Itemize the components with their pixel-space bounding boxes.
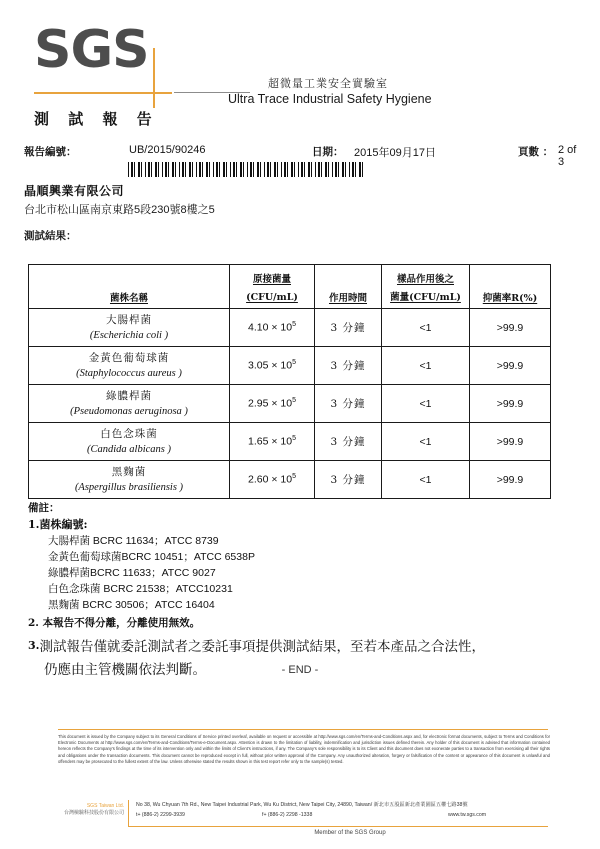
footer-company-chinese: 台灣檢驗科技股份有限公司	[63, 810, 124, 816]
page-number-value: 2 of 3	[558, 144, 577, 168]
client-name: 晶順興業有限公司	[24, 184, 125, 198]
cell-initial-count: $2.60 \times 10^5$	[230, 461, 315, 499]
cell-initial-count: $3.05 \times 10^5$	[230, 347, 315, 385]
report-date-label: 日期：	[312, 146, 344, 158]
cell-contact-time: 3 分鐘	[315, 423, 382, 461]
laboratory-name	[228, 76, 558, 107]
report-number-label: 報告編號：	[24, 146, 77, 158]
col-header-reduction-rate: 抑菌率R(%)	[470, 265, 551, 309]
table-row	[29, 423, 551, 461]
table-row	[29, 385, 551, 423]
note-item-3-lead: 3.	[28, 639, 40, 652]
list-item: 白色念珠菌 BCRC 21538；ATCC10231	[48, 583, 233, 595]
cell-contact-time: 3 分鐘	[315, 347, 382, 385]
cell-contact-time: 3 分鐘	[315, 385, 382, 423]
lab-name-chinese: 超微量工業安全實驗室	[268, 77, 388, 90]
logo-accent-rule	[34, 92, 172, 94]
table-row	[29, 461, 551, 499]
list-item: 金黃色葡萄球菌BCRC 10451；ATCC 6538P	[48, 551, 255, 563]
footer-vertical-divider	[128, 800, 129, 826]
report-date-value: 2015年09月17日	[354, 147, 436, 159]
note-item-2: 2. 本報告不得分離，分離使用無效。	[28, 617, 201, 629]
table-body	[29, 309, 551, 499]
table-row	[29, 309, 551, 347]
note-item-3-line2: 仍應由主管機關依法判斷。	[44, 662, 206, 678]
col-header-initial-count: 原接菌量 (CFU/mL)	[230, 265, 315, 309]
notes-heading: 備註：	[28, 502, 60, 514]
table-row	[29, 347, 551, 385]
footer-address: No 38, Wu Chyuan 7th Rd., New Taipei Industrial Park, Wu Ku District, New Taipei City, 24890, Taiwan/ 新北市五股區新北產業園區五權七路38號	[136, 802, 468, 808]
cell-reduction: >99.9	[470, 347, 551, 385]
footer-bottom-rule	[128, 826, 548, 827]
page-title: 測 試 報 告	[34, 110, 159, 128]
cell-contact-time: 3 分鐘	[315, 461, 382, 499]
list-item: 綠膿桿菌BCRC 11633；ATCC 9027	[48, 567, 216, 579]
note-item-1-title: 1.菌株編號:	[28, 518, 88, 531]
footer-company	[6, 803, 124, 817]
cell-reduction: >99.9	[470, 423, 551, 461]
list-item: 大腸桿菌 BCRC 11634；ATCC 8739	[48, 535, 219, 547]
results-section-label: 測試結果：	[24, 230, 77, 242]
cell-after-count: <1	[382, 347, 470, 385]
cell-reduction: >99.9	[470, 309, 551, 347]
results-table-wrapper	[28, 264, 538, 499]
note-item-3-line1: 測試報告僅就委託測試者之委託事項提供測試結果，至若本產品之合法性，	[39, 639, 485, 655]
table-header-row	[29, 265, 551, 309]
cell-after-count: <1	[382, 385, 470, 423]
col-header-strain: 菌株名稱	[29, 265, 230, 309]
cell-strain: 黑麴菌 (Aspergillus brasiliensis )	[29, 461, 230, 499]
notes-section	[28, 500, 558, 682]
report-meta	[24, 143, 580, 168]
footer-telephone: t+ (886-2) 2299-3939	[136, 812, 185, 818]
sgs-logo-text: SGS	[34, 20, 149, 80]
footer-website[interactable]: www.tw.sgs.com	[448, 812, 487, 818]
end-of-report-marker: - END -	[281, 664, 319, 676]
list-item: 黑麴菌 BCRC 30506；ATCC 16404	[48, 599, 215, 611]
col-header-contact-time: 作用時間	[315, 265, 382, 309]
logo-vertical-rule	[153, 48, 155, 108]
cell-strain: 大腸桿菌 (Escherichia coli )	[29, 309, 230, 347]
report-barcode	[128, 162, 364, 177]
footer-company-brand: SGS Taiwan Ltd.	[86, 803, 124, 809]
lab-name-english: Ultra Trace Industrial Safety Hygiene	[228, 92, 432, 106]
cell-strain: 金黃色葡萄球菌 (Staphylococcus aureus )	[29, 347, 230, 385]
cell-after-count: <1	[382, 309, 470, 347]
results-table	[28, 264, 551, 499]
footer-top-rule	[58, 729, 548, 730]
footer-contact	[136, 812, 556, 818]
cell-contact-time: 3 分鐘	[315, 309, 382, 347]
cell-reduction: >99.9	[470, 385, 551, 423]
page-number-label: 頁數 ：	[518, 146, 554, 158]
cell-strain: 白色念珠菌 (Candida albicans )	[29, 423, 230, 461]
cell-initial-count: $2.95 \times 10^5$	[230, 385, 315, 423]
footer-fax: f+ (886-2) 2298 -1338	[262, 812, 313, 818]
col-header-after-count: 樣品作用後之 菌量(CFU/mL)	[382, 265, 470, 309]
strain-code-list	[48, 533, 558, 613]
client-address: 台北市松山區南京東路5段230號8樓之5	[24, 204, 215, 216]
cell-initial-count: $1.65 \times 10^5$	[230, 423, 315, 461]
report-number-value: UB/2015/90246	[129, 144, 206, 156]
cell-reduction: >99.9	[470, 461, 551, 499]
footer-member-line: Member of the SGS Group	[314, 830, 386, 836]
cell-initial-count: $4.10 \times 10^5$	[230, 309, 315, 347]
footer-legal-text: This document is issued by the Company subject to its General Conditions of Service printed overleaf, available on request or accessible at http://www.sgs.com/en/Terms-and-Conditions.aspx and, for electronic format documents, subject to Terms and Conditions for Electronic Documents at http://www.sgs.com/en/Terms-and-Conditions/Terms-e-Document.aspx. Attention is drawn to the limitation of liability, indemnification and jurisdiction issues defined therein. Any holder of this document is advised that information contained hereon reflects the Company's findings at the time of its intervention only and within the limits of Client's instructions, if any. The Company's sole responsibility is to its Client and this document does not exonerate parties to a transaction from exercising all their rights and obligations under the transaction documents. This document cannot be reproduced except in full, without prior written approval of the Company. Any unauthorized alteration, forgery or falsification of the content or appearance of this document is unlawful and offenders may be prosecuted to the fullest extent of the law. Unless otherwise stated the results shown in this test report refer only to the sample(s) tested.	[58, 734, 550, 764]
cell-after-count: <1	[382, 461, 470, 499]
cell-after-count: <1	[382, 423, 470, 461]
cell-strain: 綠膿桿菌 (Pseudomonas aeruginosa )	[29, 385, 230, 423]
